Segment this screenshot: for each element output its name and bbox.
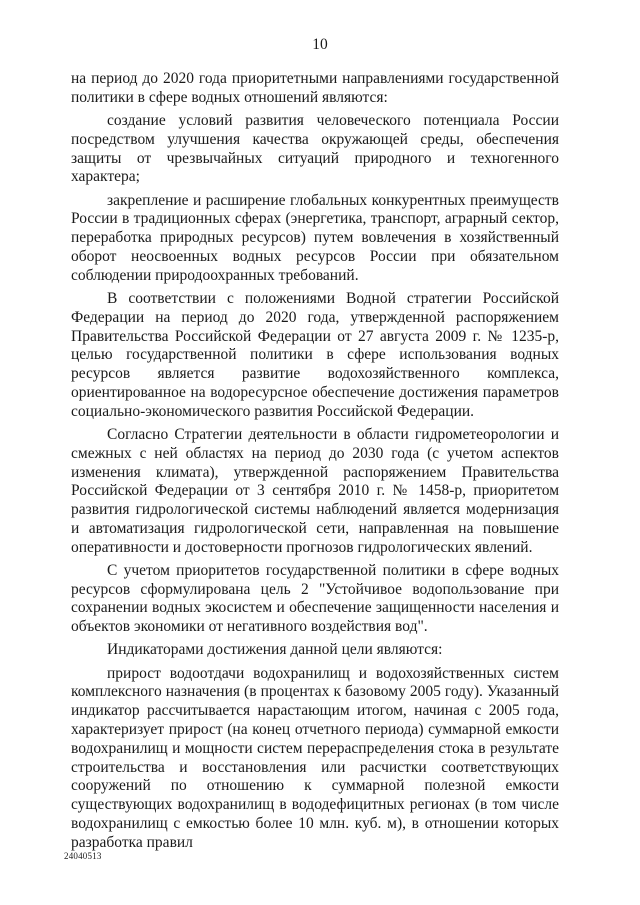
document-code: 24040513 bbox=[64, 851, 102, 861]
paragraph-hydrometeorology-strategy: Согласно Стратегии деятельности в области гидрометеорологии и смежных с ней областях на период до 2030 года (с учетом аспектов изменения климата), утвержденной распоряжением Правительства Российской Федерации от 3 сентября 2010 г. № 1458-р, приоритетом развития гидрологической системы наблюдений является модернизация и автоматизация гидрологической сети, направленная на повышение оперативности и достоверности прогнозов гидрологических явлений. bbox=[71, 425, 559, 556]
paragraph-goal-2: С учетом приоритетов государственной политики в сфере водных ресурсов сформулирована цель 2 "Устойчивое водопользование при сохранении водных экосистем и обеспечение защищенности населения и объектов экономики от негативного воздействия вод". bbox=[71, 561, 559, 636]
paragraph-continuation: на период до 2020 года приоритетными направлениями государственной политики в сфере водных отношений являются: bbox=[71, 70, 559, 106]
paragraph-indicator-reservoir-yield: прирост водоотдачи водохранилищ и водохозяйственных систем комплексного назначения (в процентах к базовому 2005 году). Указанный индикатор рассчитывается нарастающим итогом, начиная с 2005 года, характеризует прирост (на конец отчетного периода) суммарной емкости водохранилищ и мощности систем перераспределения стока в результате строительства и восстановления или расчистки соответствующих сооружений по отношению к суммарной полезной емкости существующих водохранилищ в вододефицитных регионах (в том числе водохранилищ с емкостью более 10 млн. куб. м), в отношении которых разработка правил bbox=[71, 664, 559, 851]
document-body bbox=[71, 70, 559, 857]
page-number: 10 bbox=[312, 36, 328, 53]
paragraph-priority-human-potential: создание условий развития человеческого потенциала России посредством улучшения качества окружающей среды, обеспечения защиты от чрезвычайных ситуаций природного и техногенного характера; bbox=[71, 111, 559, 186]
paragraph-indicators-heading: Индикаторами достижения данной цели являются: bbox=[107, 641, 443, 659]
paragraph-water-strategy: В соответствии с положениями Водной стратегии Российской Федерации на период до 2020 года, утвержденной распоряжением Правительства Российской Федерации от 27 августа 2009 г. № 1235-р, целью государственной политики в сфере использования водных ресурсов является развитие водохозяйственного комплекса, ориентированное на водоресурсное обеспечение достижения параметров социально-экономического развития Российской Федерации. bbox=[71, 289, 559, 420]
paragraph-priority-competitive-advantages: закрепление и расширение глобальных конкурентных преимуществ России в традиционных сферах (энергетика, транспорт, аграрный сектор, переработка природных ресурсов) путем вовлечения в хозяйственный оборот неосвоенных водных ресурсов России при обязательном соблюдении природоохранных требований. bbox=[71, 191, 559, 284]
